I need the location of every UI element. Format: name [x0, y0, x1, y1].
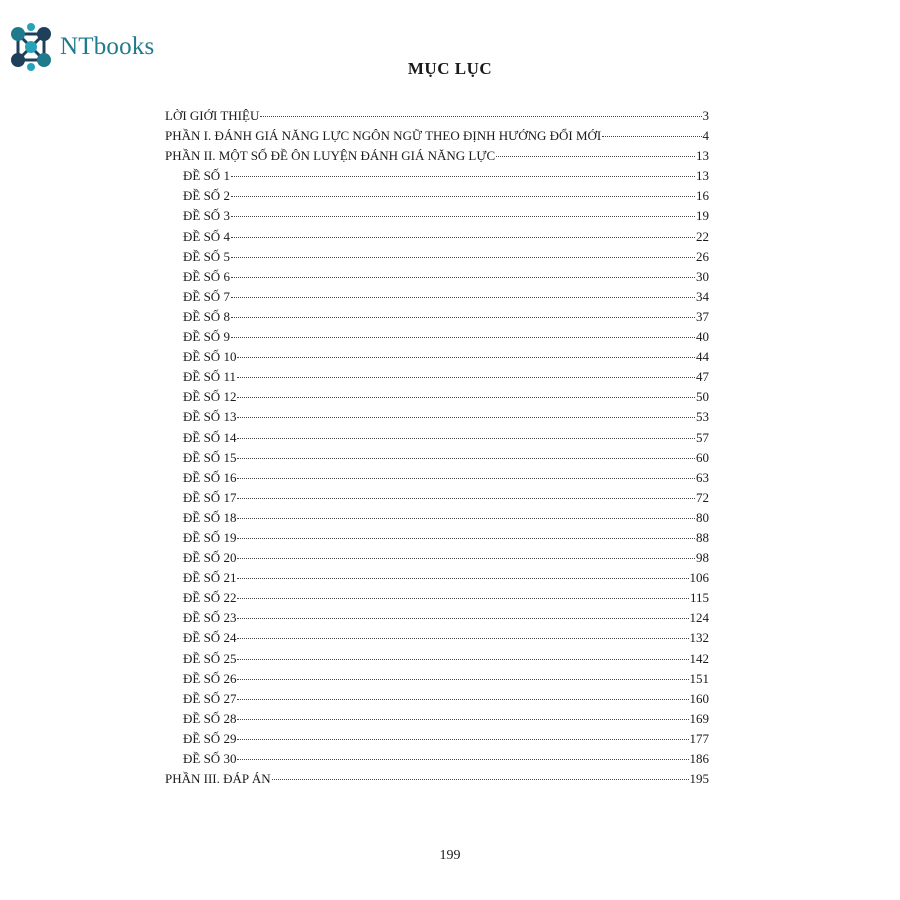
toc-entry-label: ĐỀ SỐ 3 — [183, 208, 230, 224]
toc-dot-leader — [237, 637, 688, 639]
toc-dot-leader — [237, 617, 688, 619]
toc-entry-page: 13 — [696, 148, 709, 164]
toc-entry — [165, 769, 709, 789]
toc-dot-leader — [237, 416, 695, 418]
toc-entry-label: ĐỀ SỐ 29 — [183, 730, 237, 746]
page-title: MỤC LỤC — [407, 59, 493, 78]
page-number: 199 — [439, 848, 461, 863]
toc-entry-page: 63 — [696, 469, 709, 485]
toc-entry — [165, 649, 709, 669]
toc-entry-page: 19 — [696, 208, 709, 224]
toc-entry — [165, 709, 709, 729]
toc-dot-leader — [231, 276, 695, 278]
toc-entry-page: 132 — [689, 630, 709, 646]
toc-entry — [165, 126, 709, 146]
toc-entry — [165, 267, 709, 287]
toc-entry-label: ĐỀ SỐ 1 — [183, 168, 230, 184]
toc-entry-page: 34 — [696, 288, 709, 304]
toc-entry-label: ĐỀ SỐ 25 — [183, 650, 237, 666]
toc-entry — [165, 287, 709, 307]
toc-entry — [165, 568, 709, 588]
toc-entry-label: ĐỀ SỐ 28 — [183, 710, 237, 726]
toc-entry-page: 13 — [696, 168, 709, 184]
toc-entry-page: 72 — [696, 489, 709, 505]
toc-entry-page: 40 — [696, 329, 709, 345]
toc-entry — [165, 227, 709, 247]
toc-entry-label: ĐỀ SỐ 12 — [183, 389, 237, 405]
toc-entry-page: 169 — [689, 710, 709, 726]
toc-dot-leader — [496, 155, 695, 157]
toc-entry — [165, 488, 709, 508]
toc-dot-leader — [237, 577, 688, 579]
toc-dot-leader — [237, 738, 688, 740]
toc-entry-page: 60 — [696, 449, 709, 465]
toc-entry-label: ĐỀ SỐ 22 — [183, 590, 237, 606]
toc-entry-page: 44 — [696, 349, 709, 365]
toc-entry — [165, 508, 709, 528]
toc-dot-leader — [237, 356, 695, 358]
toc-entry-label: ĐỀ SỐ 19 — [183, 529, 237, 545]
toc-entry-label: PHẦN II. MỘT SỐ ĐỀ ÔN LUYỆN ĐÁNH GIÁ NĂNG LỰC — [165, 148, 496, 164]
toc-dot-leader — [237, 537, 695, 539]
toc-entry-label: ĐỀ SỐ 16 — [183, 469, 237, 485]
toc-entry-label: ĐỀ SỐ 15 — [183, 449, 237, 465]
toc-entry — [165, 548, 709, 568]
toc-dot-leader — [231, 256, 695, 258]
toc-dot-leader — [237, 396, 695, 398]
toc-entry-page: 3 — [702, 108, 709, 123]
brand-name: NTbooks — [60, 33, 155, 60]
toc-dot-leader — [272, 778, 689, 780]
toc-dot-leader — [237, 477, 695, 479]
toc-entry-label: ĐỀ SỐ 21 — [183, 570, 237, 586]
toc-dot-leader — [237, 718, 688, 720]
toc-entry-label: ĐỀ SỐ 20 — [183, 550, 237, 566]
toc-entry — [165, 628, 709, 648]
toc-entry — [165, 166, 709, 186]
toc-dot-leader — [237, 437, 695, 439]
toc-entry-label: ĐỀ SỐ 24 — [183, 630, 237, 646]
toc-entry — [165, 247, 709, 267]
toc-entry-page: 142 — [689, 650, 709, 666]
toc-dot-leader — [231, 296, 695, 298]
toc-entry — [165, 146, 709, 166]
toc-entry-page: 88 — [696, 529, 709, 545]
toc-entry — [165, 407, 709, 427]
toc-entry-label: ĐỀ SỐ 9 — [183, 329, 230, 345]
toc-entry-page: 26 — [696, 248, 709, 264]
toc-dot-leader — [237, 497, 695, 499]
toc-entry-label: ĐỀ SỐ 5 — [183, 248, 230, 264]
toc-entry-page: 195 — [689, 771, 709, 787]
toc-entry-page: 160 — [689, 690, 709, 706]
toc-entry — [165, 588, 709, 608]
toc-entry-label: ĐỀ SỐ 27 — [183, 690, 237, 706]
toc-entry — [165, 749, 709, 769]
toc-entry — [165, 608, 709, 628]
toc-dot-leader — [260, 115, 701, 117]
toc-dot-leader — [237, 457, 695, 459]
toc-dot-leader — [231, 316, 695, 318]
toc-dot-leader — [237, 758, 688, 760]
toc-entry-label: ĐỀ SỐ 13 — [183, 409, 237, 425]
toc-entry-page: 37 — [696, 308, 709, 324]
toc-entry-label: ĐỀ SỐ 6 — [183, 268, 230, 284]
toc-entry — [165, 689, 709, 709]
toc-entry-label: PHẦN III. ĐÁP ÁN — [165, 771, 271, 787]
toc-entry-page: 177 — [689, 730, 709, 746]
toc-entry-page: 106 — [689, 570, 709, 586]
toc-dot-leader — [237, 698, 688, 700]
toc-entry-page: 30 — [696, 268, 709, 284]
toc-dot-leader — [237, 678, 688, 680]
toc-entry — [165, 387, 709, 407]
toc-entry-label: ĐỀ SỐ 30 — [183, 751, 237, 766]
toc-entry — [165, 347, 709, 367]
toc-entry — [165, 327, 709, 347]
toc-entry-page: 115 — [689, 590, 709, 606]
toc-entry — [165, 307, 709, 327]
toc-entry — [165, 367, 709, 387]
toc-dot-leader — [237, 597, 689, 599]
toc-entry-label: LỜI GIỚI THIỆU — [165, 108, 260, 123]
toc-entry-label: ĐỀ SỐ 4 — [183, 228, 230, 244]
toc-entry-page: 98 — [696, 550, 709, 566]
toc-entry-label: ĐỀ SỐ 2 — [183, 188, 230, 204]
toc-entry-page: 4 — [702, 128, 709, 144]
toc-entry-label: ĐỀ SỐ 11 — [183, 369, 236, 385]
toc-entry — [165, 106, 709, 126]
toc-entry — [165, 729, 709, 749]
toc-entry — [165, 468, 709, 488]
toc-dot-leader — [231, 215, 695, 217]
toc-entry-label: ĐỀ SỐ 7 — [183, 288, 230, 304]
toc-entry-page: 57 — [696, 429, 709, 445]
toc-entry — [165, 428, 709, 448]
toc-dot-leader — [237, 557, 695, 559]
toc-entry-label: ĐỀ SỐ 17 — [183, 489, 237, 505]
toc-entry-page: 80 — [696, 509, 709, 525]
toc-entry-label: ĐỀ SỐ 26 — [183, 670, 237, 686]
toc-dot-leader — [231, 336, 695, 338]
toc-entry — [165, 669, 709, 689]
toc-dot-leader — [237, 517, 695, 519]
toc-entry-page: 151 — [689, 670, 709, 686]
toc-entry — [165, 448, 709, 468]
toc-entry-page: 50 — [696, 389, 709, 405]
toc-entry-page: 186 — [689, 751, 709, 766]
toc-entry-label: ĐỀ SỐ 23 — [183, 610, 237, 626]
toc-entry-label: ĐỀ SỐ 18 — [183, 509, 237, 525]
toc-entry — [165, 528, 709, 548]
toc-dot-leader — [602, 135, 701, 137]
toc-entry-label: ĐỀ SỐ 14 — [183, 429, 237, 445]
toc-dot-leader — [237, 658, 688, 660]
toc-entry-label: ĐỀ SỐ 10 — [183, 349, 237, 365]
table-of-contents — [165, 106, 709, 789]
toc-dot-leader — [231, 236, 695, 238]
toc-entry — [165, 186, 709, 206]
toc-entry-label: PHẦN I. ĐÁNH GIÁ NĂNG LỰC NGÔN NGỮ THEO ĐỊNH HƯỚNG ĐỔI MỚI — [165, 128, 602, 144]
toc-entry-label: ĐỀ SỐ 8 — [183, 308, 230, 324]
toc-dot-leader — [231, 175, 695, 177]
toc-entry — [165, 206, 709, 226]
toc-entry-page: 124 — [689, 610, 709, 626]
toc-dot-leader — [231, 195, 695, 197]
toc-entry-page: 53 — [696, 409, 709, 425]
toc-entry-page: 47 — [696, 369, 709, 385]
toc-entry-page: 16 — [696, 188, 709, 204]
toc-dot-leader — [237, 376, 695, 378]
toc-entry-page: 22 — [696, 228, 709, 244]
